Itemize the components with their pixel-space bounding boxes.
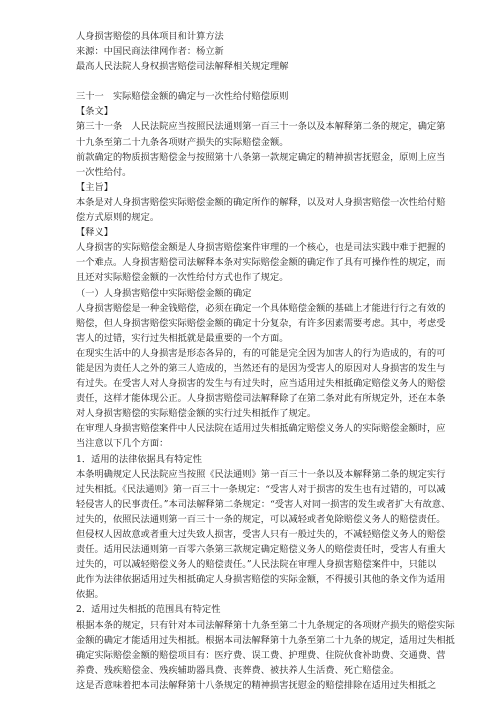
text-line: 在审理人身损害赔偿案件中人民法院在适用过失相抵确定赔偿义务人的实际赔偿金额时，应: [76, 423, 446, 435]
text-line: （一）人身损害赔偿中实际赔偿金额的确定: [76, 287, 252, 299]
text-line: 来源：中国民商法律网作者：杨立新: [76, 46, 224, 58]
text-line: 过失的，可以减轻赔偿义务人的赔偿责任。”人民法院在审理人身损害赔偿案件中，只能以: [76, 559, 437, 571]
text-line: 1．适用的法律依据具有特定性: [76, 453, 202, 465]
text-line: 金额的确定才能适用过失相抵。根据本司法解释第十九条至第二十九条的规定，适用过失相抵: [76, 634, 455, 646]
text-line: 前款确定的物质损害赔偿金与按照第十八条第一款规定确定的精神损害抚慰金，原则上应当: [76, 151, 446, 163]
text-line: 三十一 实际赔偿金额的确定与一次性给付赔偿原则: [76, 91, 289, 103]
text-line: [76, 74, 456, 89]
text-line: 有过失。在受害人对人身损害的发生与有过失时，应当适用过失相抵确定赔偿义务人的赔偿: [76, 378, 446, 390]
text-line: 养费、残疾赔偿金、残疾辅助器具费、丧葬费、被扶养人生活费、死亡赔偿金。: [76, 664, 400, 676]
text-line: 偿方式原则的规定。: [76, 212, 160, 224]
text-line: 【主旨】: [76, 181, 113, 193]
text-line: 人身损害的实际赔偿金额是人身损害赔偿案件审理的一个核心，也是司法实践中难于把握的: [76, 242, 446, 254]
text-line: 且还对实际赔偿金额的一次性给付方式也作了规定。: [76, 272, 289, 284]
text-line: 过失的，依照民法通则第一百三十一条的规定，可以减轻或者免除赔偿义务人的赔偿责任。: [76, 513, 446, 525]
text-line: 根据本条的规定，只有针对本司法解释第十九条至第二十九条规定的各项财产损失的赔偿实际: [76, 619, 455, 631]
text-line: 【释义】: [76, 227, 113, 239]
text-line: 轻侵害人的民事责任。”本司法解释第二条规定：“受害人对同一损害的发生或者扩大有故意、: [76, 498, 451, 510]
text-line: 害人的过错，实行过失相抵就是最重要的一个方面。: [76, 332, 289, 344]
text-line: 责任。适用民法通则第一百零六条第三款规定确定赔偿义务人的赔偿责任时，受害人有重大: [76, 544, 446, 556]
text-line: 当注意以下几个方面：: [76, 438, 169, 450]
text-line: 过失相抵。《民法通则》第一百三十一条规定：“受害人对于损害的发生也有过错的，可以减: [76, 483, 446, 495]
text-line: 但侵权人因故意或者重大过失致人损害，受害人只有一般过失的，不减轻赔偿义务人的赔偿: [76, 529, 446, 540]
text-line: 本条是对人身损害赔偿实际赔偿金额的确定所作的解释，以及对人身损害赔偿一次性给付赔: [76, 196, 446, 208]
text-line: 2．适用过失相抵的范围具有特定性: [76, 604, 221, 616]
text-line: 对人身损害赔偿的实际赔偿金额的实行过失相抵作了规定。: [76, 408, 317, 420]
text-line: 人身损害赔偿是一种金钱赔偿，必须在确定一个具体赔偿金额的基础上才能进行行之有效的: [76, 302, 446, 314]
text-line: 人身损害赔偿的具体项目和计算方法: [76, 31, 224, 42]
text-line: 【条文】: [76, 106, 113, 118]
text-line: 赔偿，但人身损害赔偿实际赔偿金额的确定十分复杂，有许多因素需要考虑。其中，考虑受: [76, 317, 446, 329]
text-line: 此作为法律依据适用过失相抵确定人身损害赔偿的实际金额，不得援引其他的条文作为适用: [76, 574, 446, 586]
text-line: 确定实际赔偿金额的赔偿项目有：医疗费、误工费、护理费、住院伙食补助费、交通费、营: [76, 649, 446, 661]
text-line: 在现实生活中的人身损害是形态各异的，有的可能是完全因为加害人的行为造成的，有的可: [76, 347, 446, 359]
text-line: 十九条至第二十九条各项财产损失的实际赔偿金额。: [76, 136, 289, 148]
text-line: 一个难点。人身损害赔偿司法解释本条对实际赔偿金额的确定作了具有可操作性的规定，而: [76, 257, 446, 269]
text-line: 这是否意味着把本司法解释第十八条规定的精神损害抚慰金的赔偿排除在适用过失相抵之: [76, 679, 437, 691]
text-line: 第三十一条 人民法院应当按照民法通则第一百三十一条以及本解释第二条的规定，确定第: [76, 121, 446, 133]
text-line: 一次性给付。: [76, 166, 132, 178]
text-line: 本条明确规定人民法院应当按照《民法通则》第一百三十一条以及本解释第二条的规定实行: [76, 468, 446, 480]
text-line: 最高人民法院人身权损害赔偿司法解释相关规定理解: [76, 61, 289, 73]
text-line: 依据。: [76, 589, 104, 601]
text-line: 责任，这样才能体现公正。人身损害赔偿司法解释除了在第二条对此有所规定外，还在本条: [76, 393, 446, 405]
text-line: 能是因为责任人之外的第三人造成的，当然还有的是因为受害人的原因对人身损害的发生与: [76, 362, 446, 374]
